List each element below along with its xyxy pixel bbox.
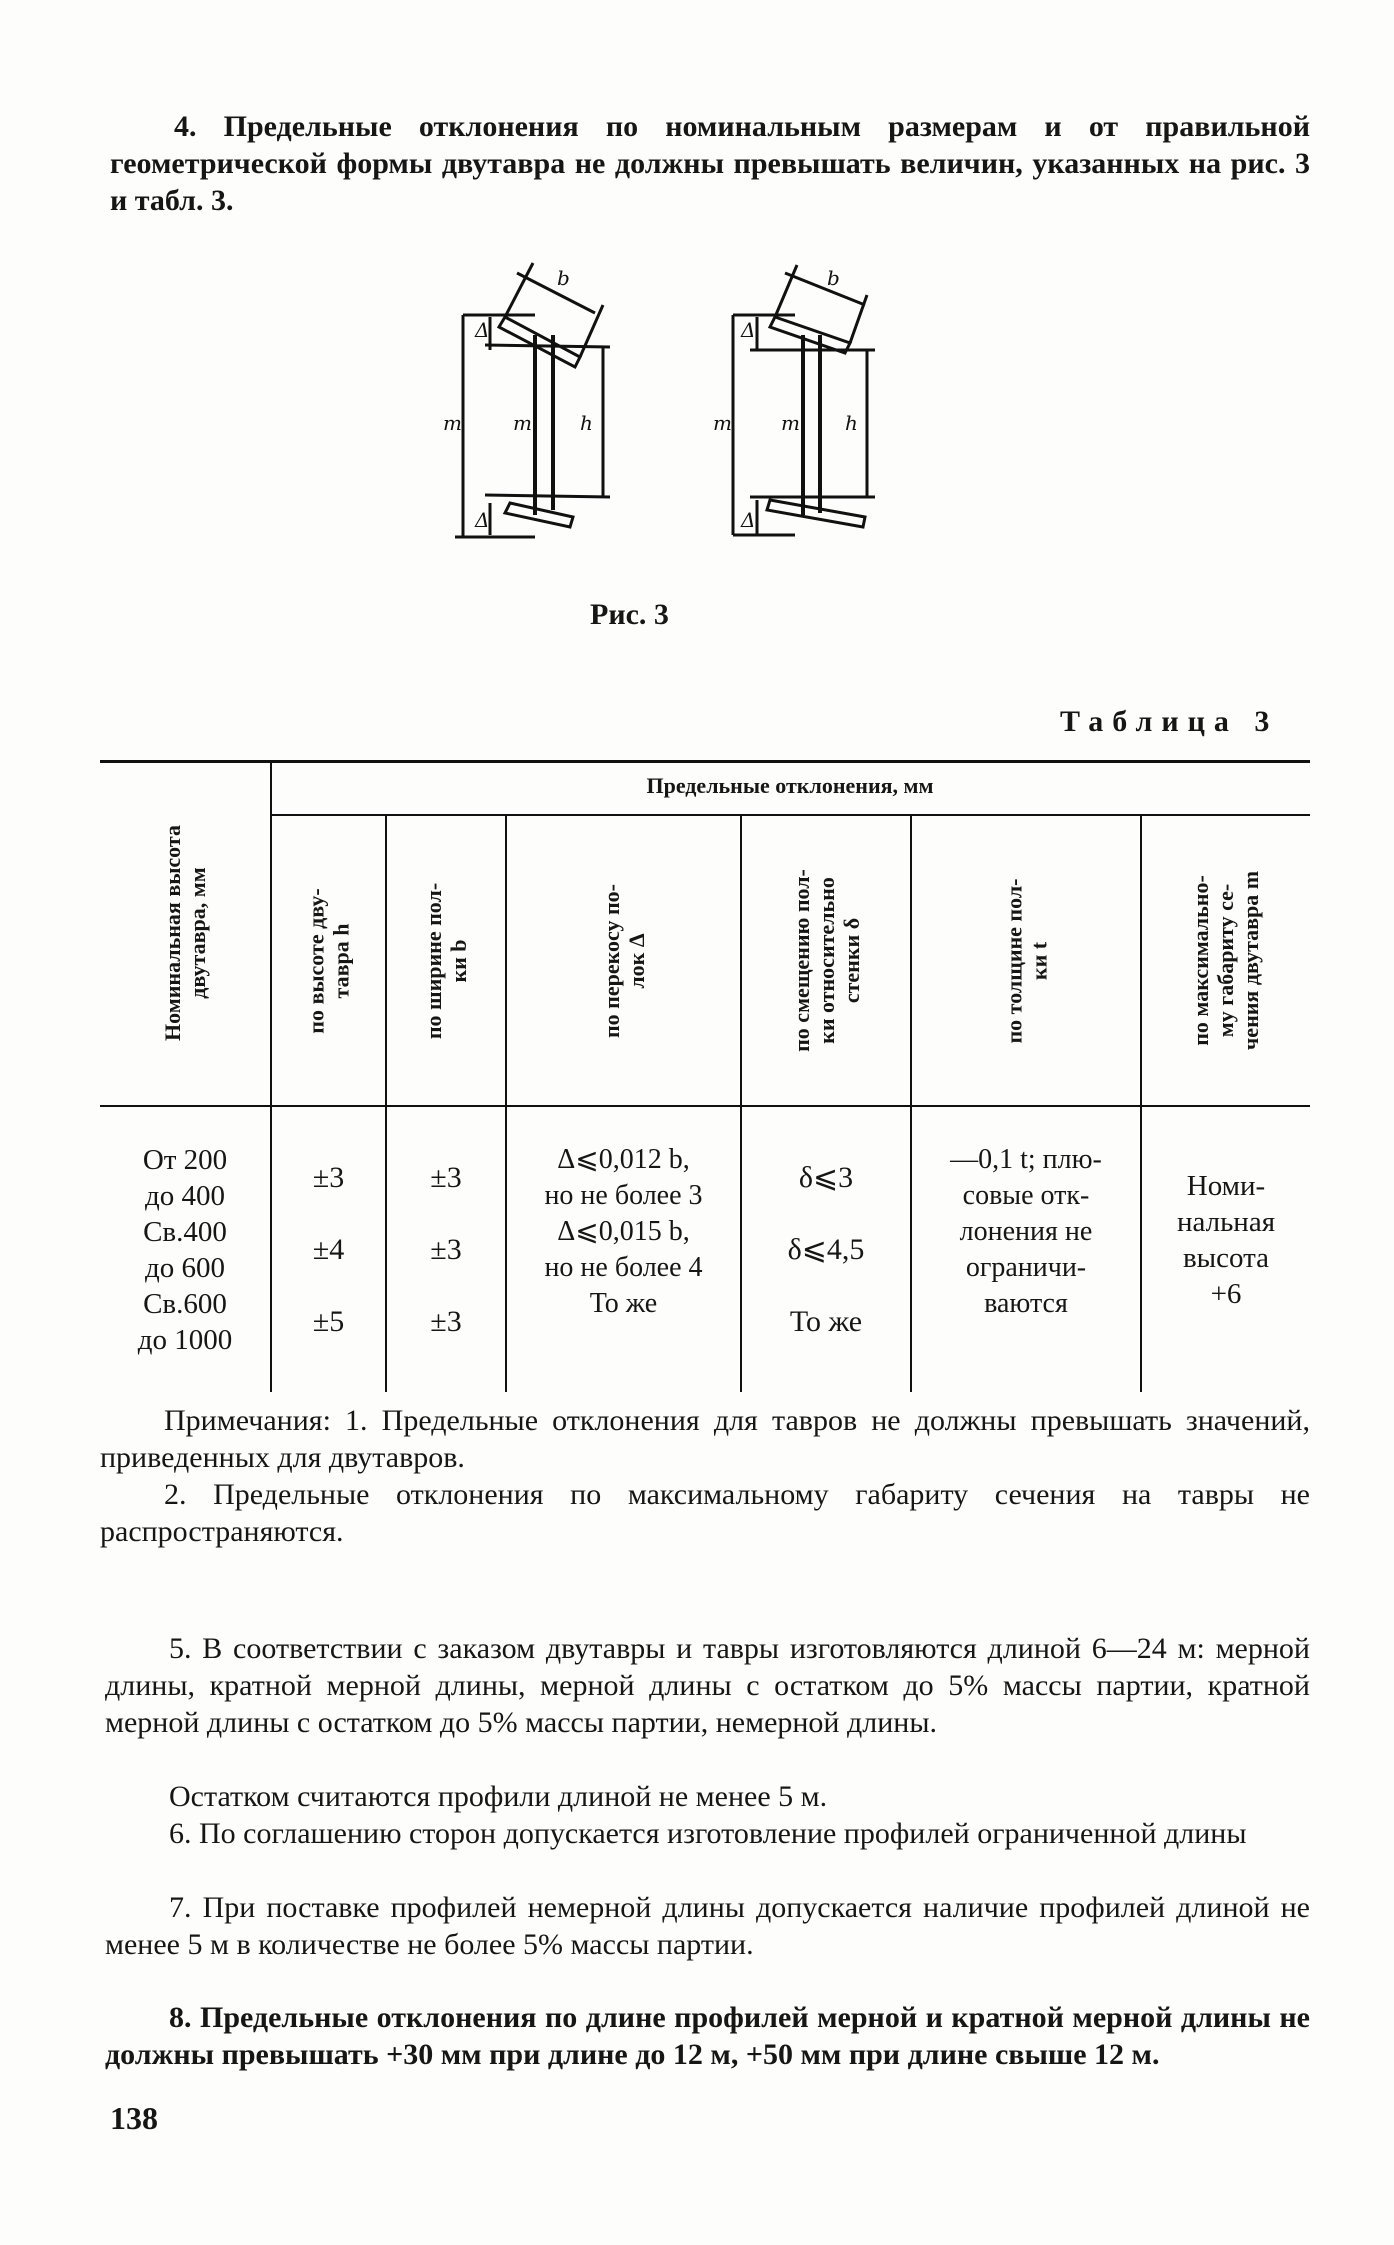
label-b-right: b bbox=[827, 266, 840, 290]
header-line: двутавра, мм bbox=[185, 866, 211, 999]
label-m-right: m bbox=[713, 411, 732, 435]
cell-line: высота bbox=[1182, 1242, 1270, 1274]
cell-line: Св.600 bbox=[143, 1288, 227, 1320]
cell-line: ±3 bbox=[430, 1233, 462, 1266]
cell-line: Св.400 bbox=[143, 1216, 227, 1248]
cell-thickness-values bbox=[912, 1142, 1140, 1322]
label-h-right: h bbox=[845, 411, 858, 435]
cell-skew-values bbox=[507, 1142, 740, 1322]
note-2: 2. Предельные отклонения по максимальному габариту сечения на тавры не распространяются. bbox=[100, 1478, 1310, 1548]
header-bottom-rule bbox=[100, 1105, 1310, 1107]
cell-line: +6 bbox=[1210, 1278, 1242, 1310]
label-m-left: m bbox=[443, 411, 462, 435]
table-top-rule bbox=[100, 760, 1310, 763]
cell-line: δ⩽3 bbox=[798, 1161, 854, 1194]
header-line: ки b bbox=[446, 938, 471, 983]
cell-h-values bbox=[272, 1142, 385, 1358]
label-delta-left-bottom: Δ bbox=[475, 508, 490, 532]
paragraph-4: 4. Предельные отклонения по номинальным размерам и от правильной геометрической формы двутавра не должны превышать величин, указанных на рис. 3 и табл. 3. bbox=[110, 110, 1310, 217]
cell-b-values bbox=[387, 1142, 505, 1358]
header-by-height bbox=[272, 816, 385, 1105]
cell-line: Номи- bbox=[1186, 1170, 1266, 1202]
page-number: 138 bbox=[110, 2100, 158, 2136]
cell-offset-values bbox=[742, 1142, 910, 1358]
label-h-left: h bbox=[580, 411, 593, 435]
cell-line: ваются bbox=[984, 1288, 1068, 1319]
cell-line: до 600 bbox=[144, 1252, 225, 1284]
header-line: Номинальная высота bbox=[160, 824, 186, 1041]
cell-line: но не более 4 bbox=[544, 1252, 703, 1283]
header-line: по ширине пол- bbox=[421, 882, 446, 1039]
header-line: по максимально- bbox=[1188, 875, 1214, 1046]
cell-line: ±3 bbox=[430, 1305, 462, 1338]
header-by-width bbox=[387, 816, 505, 1105]
table-3 bbox=[100, 760, 1310, 1392]
header-line: ки относительно bbox=[813, 877, 839, 1044]
paragraph-5-remainder: Остатком считаются профили длиной не менее 5 м. bbox=[169, 1780, 828, 1813]
table-title: Таблица 3 bbox=[1060, 705, 1279, 738]
cell-line: От 200 bbox=[142, 1144, 228, 1176]
cell-line: То же bbox=[589, 1288, 658, 1319]
header-line: му габариту се- bbox=[1213, 883, 1239, 1038]
cell-line: лонения не bbox=[959, 1216, 1093, 1247]
label-delta-left-top: Δ bbox=[475, 318, 490, 342]
header-by-max-dimension bbox=[1142, 816, 1310, 1105]
cell-line: нальная bbox=[1176, 1206, 1276, 1238]
paragraph-5: 5. В соответствии с заказом двутавры и тавры изготовляются длиной 6—24 м: мерной длины, кратной мерной длины, мерной длины с остатком до 5% массы партии, кратной мерной длины с остатком до 5% массы партии, немерной длины. bbox=[105, 1632, 1310, 1739]
header-by-skew bbox=[507, 816, 740, 1105]
header-line: ки t bbox=[1026, 941, 1051, 980]
cell-line: Δ⩽0,015 b, bbox=[557, 1216, 690, 1247]
cell-heights bbox=[100, 1142, 270, 1358]
cell-line: То же bbox=[789, 1305, 863, 1338]
header-by-offset bbox=[742, 816, 910, 1105]
header-line: чения двутавра m bbox=[1238, 870, 1264, 1051]
header-line: лок Δ bbox=[623, 932, 649, 989]
cell-line: ±4 bbox=[312, 1233, 345, 1266]
group-header: Предельные отклонения, мм bbox=[646, 773, 934, 798]
note-1: Примечания: 1. Предельные отклонения для тавров не должны превышать значений, приведенных для двутавров. bbox=[100, 1404, 1310, 1474]
header-line: по смещению пол- bbox=[788, 869, 814, 1052]
cell-line: Δ⩽0,012 b, bbox=[557, 1144, 690, 1175]
paragraph-8: 8. Предельные отклонения по длине профилей мерной и кратной мерной длины не должны превышать +30 мм при длине до 12 м, +50 мм при длине свыше 12 м. bbox=[105, 2001, 1310, 2071]
header-line: по толщине пол- bbox=[1001, 878, 1026, 1043]
cell-line: ±3 bbox=[430, 1161, 462, 1194]
label-m-left-inner: m bbox=[513, 411, 532, 435]
cell-line: до 1000 bbox=[137, 1324, 233, 1356]
cell-line: но не более 3 bbox=[544, 1180, 703, 1211]
cell-line: δ⩽4,5 bbox=[787, 1233, 865, 1266]
header-line: стенки δ bbox=[838, 917, 864, 1004]
label-m-right-inner: m bbox=[781, 411, 800, 435]
header-line: тавра h bbox=[328, 923, 354, 998]
header-line: по перекосу по- bbox=[598, 883, 624, 1038]
header-nominal-height bbox=[100, 760, 270, 1105]
cell-line: ±3 bbox=[312, 1161, 345, 1194]
figure-3-ibeam-drawing bbox=[435, 255, 975, 565]
header-by-thickness bbox=[912, 816, 1140, 1105]
cell-line: ±5 bbox=[312, 1305, 345, 1338]
figure-caption: Рис. 3 bbox=[590, 598, 669, 631]
cell-line: —0,1 t; плю- bbox=[950, 1144, 1102, 1175]
header-line: по высоте дву- bbox=[303, 887, 329, 1034]
paragraph-7: 7. При поставке профилей немерной длины допускается наличие профилей длиной не менее 5 м в количестве не более 5% массы партии. bbox=[105, 1891, 1310, 1961]
paragraph-6: 6. По соглашению сторон допускается изготовление профилей ограниченной длины bbox=[169, 1817, 1247, 1850]
label-b-left: b bbox=[557, 266, 570, 290]
label-delta-right-top: Δ bbox=[741, 318, 756, 342]
label-delta-right-bottom: Δ bbox=[741, 508, 756, 532]
cell-maxdim-values bbox=[1142, 1168, 1310, 1312]
cell-line: ограничи- bbox=[965, 1252, 1087, 1283]
cell-line: до 400 bbox=[144, 1180, 225, 1212]
cell-line: совые отк- bbox=[962, 1180, 1090, 1211]
